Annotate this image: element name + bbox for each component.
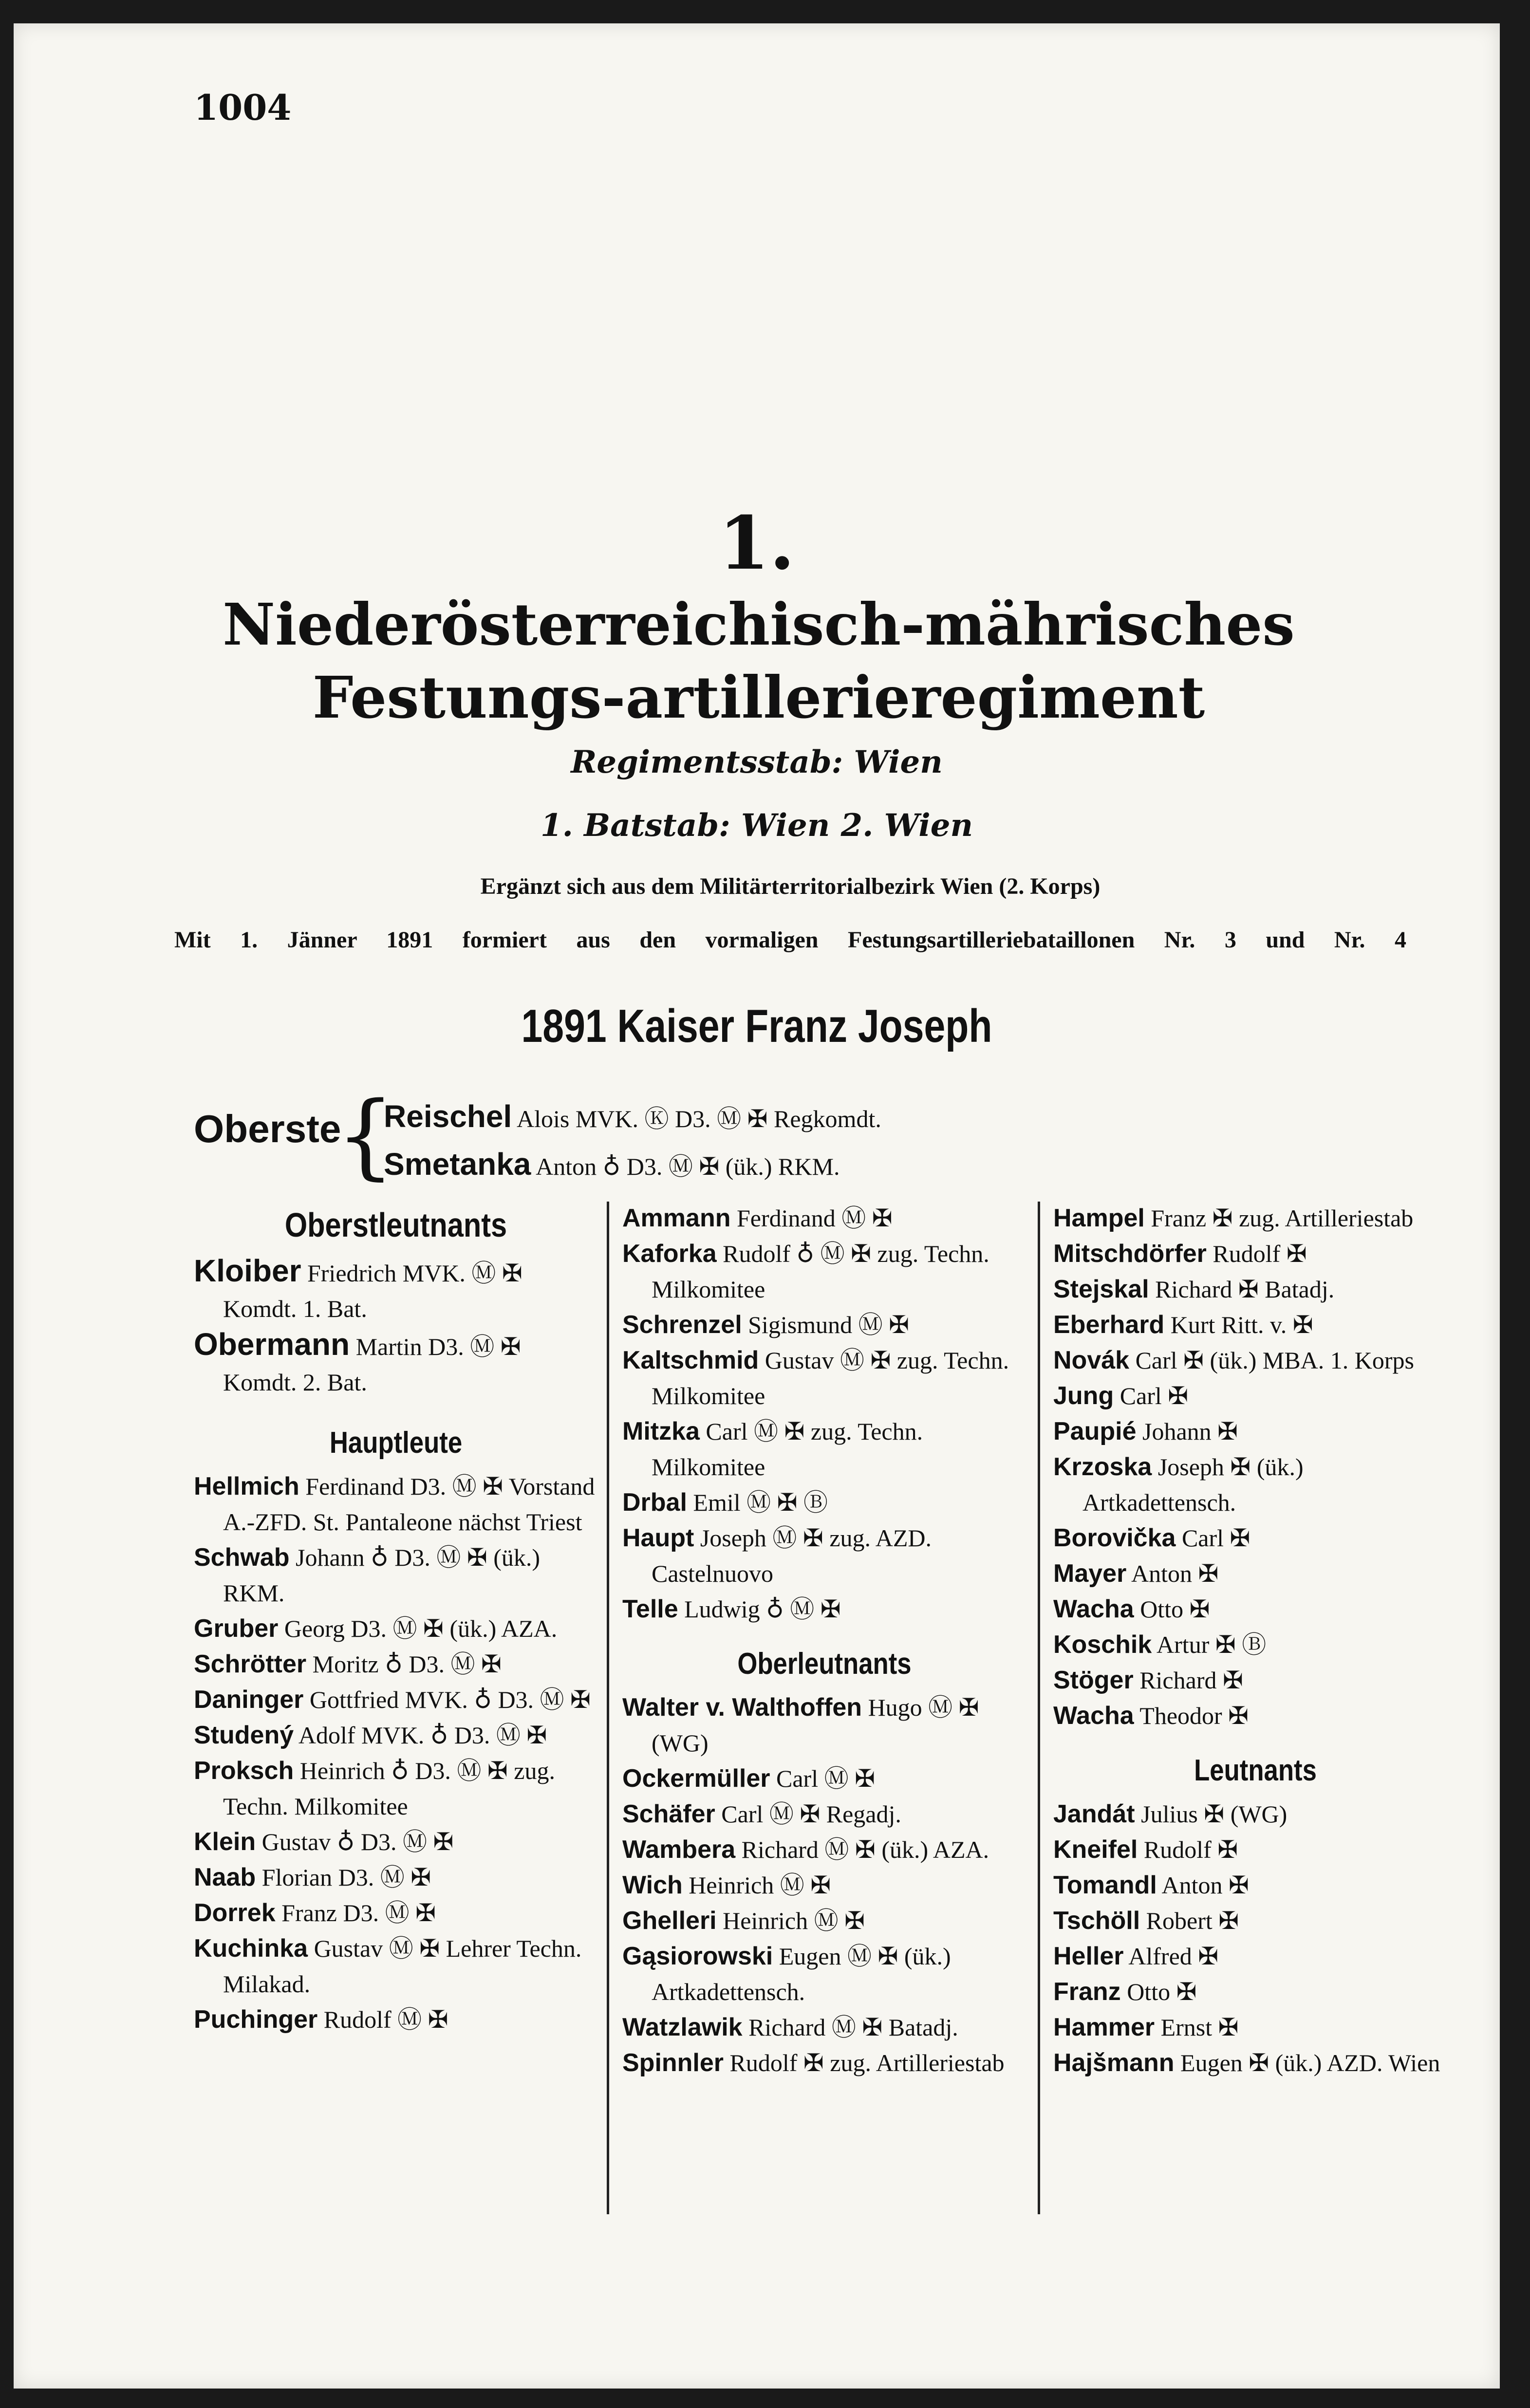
rank-heading-oberstleutnants: Oberstleutnants [284,1206,507,1244]
officer-details: Joseph Ⓜ ✠ zug. AZD. Castelnuovo [652,1524,932,1587]
officer-details: Alfred ✠ [1123,1943,1219,1970]
rank-heading-leutnants: Leutnants [1194,1754,1317,1787]
formiert-line: Mit 1. Jänner 1891 formiert aus den vormaligen Festungsartilleriebataillonen Nr. 3 und Nr. 4 [174,927,1406,953]
officer-surname: Schäfer [622,1800,715,1828]
roster-entry [622,2045,1026,2081]
erganzt-line: Ergänzt sich aus dem Militärterritorialbezirk Wien (2. Korps) [480,873,1101,899]
officer-details: Theodor ✠ [1134,1702,1249,1729]
officer-surname: Kaltschmid [622,1346,759,1374]
officer-surname: Haupt [622,1524,694,1552]
officer-details: Rudolf ✠ [1206,1240,1307,1267]
officer-surname: Hellmich [194,1472,299,1500]
oberst-entry [384,1146,840,1182]
roster-entry [194,1611,598,1647]
officer-surname: Stöger [1053,1666,1134,1694]
officer-details: Richard Ⓜ ✠ Batadj. [742,2014,958,2041]
officer-details: Carl Ⓜ ✠ zug. Techn. Milkomitee [652,1418,923,1481]
officer-surname: Klein [194,1828,256,1856]
roster-entry [622,1761,1026,1797]
officer-details: Richard ✠ [1133,1667,1243,1694]
officer-details: Joseph ✠ (ük.) Artkadettensch. [1082,1453,1304,1516]
officer-surname: Gruber [194,1614,279,1643]
officer-surname: Wich [622,1871,683,1899]
oberst-entry [384,1098,881,1134]
officer-surname: Spinnler [622,2049,724,2077]
batstab-line: 1. Batstab: Wien 2. Wien [541,807,973,844]
officer-details: Ernst ✠ [1155,2014,1239,2041]
officer-surname: Tschöll [1053,1907,1140,1935]
officer-details: Rudolf Ⓜ ✠ [317,2006,448,2033]
roster-entry [622,1939,1026,2010]
roster-entry [1053,1627,1457,1663]
officer-surname: Schrenzel [622,1311,742,1339]
officer-surname: Hajšmann [1053,2049,1175,2077]
oberst-details: Anton ♁ D3. Ⓜ ✠ (ük.) RKM. [531,1153,840,1180]
roster-entry [194,1718,598,1753]
roster-entry [622,1414,1026,1485]
column-middle [622,1201,1026,2081]
officer-details: Friedrich MVK. Ⓜ ✠ Komdt. 1. Bat. [223,1260,522,1322]
officer-details: Anton ✠ [1126,1560,1219,1587]
officer-surname: Ammann [622,1204,731,1232]
officer-details: Robert ✠ [1140,1907,1239,1934]
officer-details: Kurt Ritt. v. ✠ [1164,1311,1313,1338]
roster-entry [194,1469,598,1540]
roster-entry [622,1832,1026,1868]
officer-surname: Schrötter [194,1650,307,1678]
column-divider [1038,1202,1040,2214]
officer-surname: Ghelleri [622,1907,717,1935]
oberst-details: Alois MVK. Ⓚ D3. Ⓜ ✠ Regkomdt. [512,1105,881,1132]
officer-surname: Heller [1053,1942,1124,1970]
officer-details: Hugo Ⓜ ✠ (WG) [652,1694,979,1757]
section-number: 1. [718,500,795,586]
roster-entry [194,1824,598,1860]
officer-surname: Franz [1053,1978,1121,2006]
officer-surname: Kloiber [194,1253,301,1288]
officer-surname: Mitschdörfer [1053,1240,1207,1268]
roster-entry [622,1201,1026,1236]
officer-surname: Koschik [1053,1630,1152,1659]
roster-entry [622,1903,1026,1939]
roster-entry [622,1797,1026,1832]
officer-details: Heinrich ♁ D3. Ⓜ ✠ zug. Techn. Milkomitee [223,1757,555,1820]
column-left [194,1201,598,2038]
roster-entry [1053,1272,1457,1307]
document-page [14,23,1500,2389]
officer-details: Moritz ♁ D3. Ⓜ ✠ [306,1650,502,1678]
roster-entry [1053,1797,1457,1832]
officer-surname: Kneifel [1053,1835,1138,1864]
officer-details: Richard Ⓜ ✠ (ük.) AZA. [735,1836,989,1863]
roster-entry [1053,1520,1457,1556]
officer-details: Eugen Ⓜ ✠ (ük.) Artkadettensch. [652,1943,951,2005]
officer-surname: Paupié [1053,1417,1137,1445]
officer-details: Rudolf ♁ Ⓜ ✠ zug. Techn. Milkomitee [652,1240,989,1303]
roster-entry [1053,1556,1457,1592]
officer-details: Gottfried MVK. ♁ D3. Ⓜ ✠ [303,1686,591,1713]
officer-surname: Stejskal [1053,1275,1149,1303]
officer-details: Florian D3. Ⓜ ✠ [256,1864,431,1891]
officer-details: Ludwig ♁ Ⓜ ✠ [678,1595,841,1623]
roster-entry [622,1236,1026,1307]
officer-details: Georg D3. Ⓜ ✠ (ük.) AZA. [278,1615,558,1642]
roster-entry [1053,1974,1457,2010]
officer-surname: Puchinger [194,2005,318,2034]
roster-entry [194,1540,598,1611]
column-right [1053,1201,1457,2081]
officer-details: Heinrich Ⓜ ✠ [716,1907,865,1934]
officer-surname: Gąsiorowski [622,1942,773,1970]
officer-details: Rudolf ✠ [1138,1836,1238,1863]
officer-details: Heinrich Ⓜ ✠ [682,1871,831,1899]
roster-entry [1053,1832,1457,1868]
roster-entry [622,1520,1026,1592]
roster-entry [622,1307,1026,1343]
officer-surname: Obermann [194,1327,350,1362]
officer-details: Carl Ⓜ ✠ Regadj. [715,1800,901,1828]
officer-details: Otto ✠ [1120,1978,1197,2005]
officer-surname: Wambera [622,1835,736,1864]
officer-details: Adolf MVK. ♁ D3. Ⓜ ✠ [294,1722,547,1749]
officer-details: Carl ✠ (ük.) MBA. 1. Korps [1129,1347,1414,1374]
officer-surname: Naab [194,1863,256,1891]
officer-surname: Krzoska [1053,1453,1152,1481]
officer-surname: Tomandl [1053,1871,1157,1899]
roster-entry [622,1690,1026,1761]
officer-details: Carl Ⓜ ✠ [770,1765,875,1792]
roster-entry [1053,1698,1457,1734]
brace-glyph: { [336,1082,395,1189]
roster-entry [194,1327,598,1400]
officer-surname: Hammer [1053,2013,1155,2041]
roster-entry [1053,1201,1457,1236]
officer-details: Johann ♁ D3. Ⓜ ✠ (ük.) RKM. [223,1544,541,1607]
officer-surname: Jung [1053,1382,1114,1410]
officer-surname: Drbal [622,1488,687,1517]
roster-entry [1053,1307,1457,1343]
roster-entry [1053,1343,1457,1378]
officer-details: Gustav ♁ D3. Ⓜ ✠ [256,1828,454,1855]
page-number: 1004 [194,87,292,128]
roster-entry [194,1647,598,1682]
roster-entry [1053,2010,1457,2045]
roster-entry [1053,1414,1457,1449]
roster-entry [1053,1449,1457,1520]
officer-details: Carl ✠ [1175,1524,1250,1552]
roster-entry [194,1860,598,1895]
roster-entry [1053,1378,1457,1414]
roster-entry [1053,1236,1457,1272]
officer-surname: Wacha [1053,1702,1134,1730]
rank-heading-oberleutnants: Oberleutnants [737,1647,912,1681]
officer-details: Otto ✠ [1134,1595,1210,1623]
officer-surname: Kuchinka [194,1934,308,1963]
officer-surname: Watzlawik [622,2013,743,2041]
officer-surname: Telle [622,1595,678,1623]
officer-details: Johann ✠ [1136,1418,1238,1445]
roster-entry [622,1343,1026,1414]
roster-entry [1053,1592,1457,1627]
roster-entry [1053,1663,1457,1698]
roster-entry [1053,1939,1457,1974]
officer-details: Julius ✠ (WG) [1135,1800,1287,1828]
regimentsstab-line: Regimentsstab: Wien [571,744,943,780]
officer-details: Ferdinand Ⓜ ✠ [730,1204,893,1232]
officer-surname: Kaforka [622,1240,717,1268]
officer-surname: Studený [194,1721,294,1749]
officer-surname: Proksch [194,1757,294,1785]
column-divider [607,1202,609,2214]
officer-details: Gustav Ⓜ ✠ zug. Techn. Milkomitee [652,1347,1009,1409]
officer-surname: Daninger [194,1686,304,1714]
roster-entry [1053,2045,1457,2081]
roster-entry [194,1895,598,1931]
rank-heading-hauptleute: Hauptleute [329,1426,463,1460]
officer-surname: Hampel [1053,1204,1145,1232]
officer-details: Emil Ⓜ ✠ Ⓑ [687,1489,828,1516]
roster-entry [1053,1903,1457,1939]
roster-entry [622,1868,1026,1903]
oberste-label: Oberste [194,1107,341,1150]
roster-entry [1053,1868,1457,1903]
officer-details: Ferdinand D3. Ⓜ ✠ Vorstand A.-ZFD. St. Pantaleone nächst Triest [223,1473,595,1536]
roster-entry [194,1931,598,2002]
officer-surname: Ockermüller [622,1764,770,1793]
officer-surname: Wacha [1053,1595,1134,1623]
officer-details: Eugen ✠ (ük.) AZD. Wien [1174,2049,1440,2076]
roster-entry [194,2002,598,2038]
officer-surname: Dorrek [194,1899,276,1927]
officer-details: Rudolf ✠ zug. Artilleriestab [724,2049,1005,2076]
officer-details: Anton ✠ [1157,1871,1249,1899]
officer-surname: Mitzka [622,1417,700,1445]
officer-details: Gustav Ⓜ ✠ Lehrer Techn. Milakad. [223,1935,582,1998]
officer-details: Sigismund Ⓜ ✠ [742,1311,909,1338]
officer-details: Artur ✠ Ⓑ [1152,1631,1267,1658]
officer-details: Martin D3. Ⓜ ✠ Komdt. 2. Bat. [223,1333,521,1396]
officer-surname: Novák [1053,1346,1130,1374]
officer-details: Franz ✠ zug. Artilleriestab [1144,1204,1414,1232]
officer-surname: Borovička [1053,1524,1176,1552]
roster-entry [194,1253,598,1327]
oberst-name: Smetanka [384,1147,531,1182]
officer-surname: Jandát [1053,1800,1135,1828]
regiment-title: Niederösterreichisch-mährisches Festungs-artillerieregiment [223,591,1295,731]
roster-entry [622,2010,1026,2045]
officer-details: Carl ✠ [1114,1382,1189,1409]
oberst-name: Reischel [384,1099,512,1134]
roster-entry [194,1753,598,1824]
roster-entry [622,1592,1026,1627]
officer-details: Franz D3. Ⓜ ✠ [275,1899,436,1926]
inhaber-heading: 1891 Kaiser Franz Joseph [521,1000,992,1052]
roster-entry [622,1485,1026,1520]
officer-surname: Mayer [1053,1559,1127,1588]
officer-details: Richard ✠ Batadj. [1149,1276,1335,1303]
officer-surname: Schwab [194,1543,290,1572]
roster-entry [194,1682,598,1718]
officer-surname: Walter v. Walthoffen [622,1693,862,1722]
officer-surname: Eberhard [1053,1311,1165,1339]
